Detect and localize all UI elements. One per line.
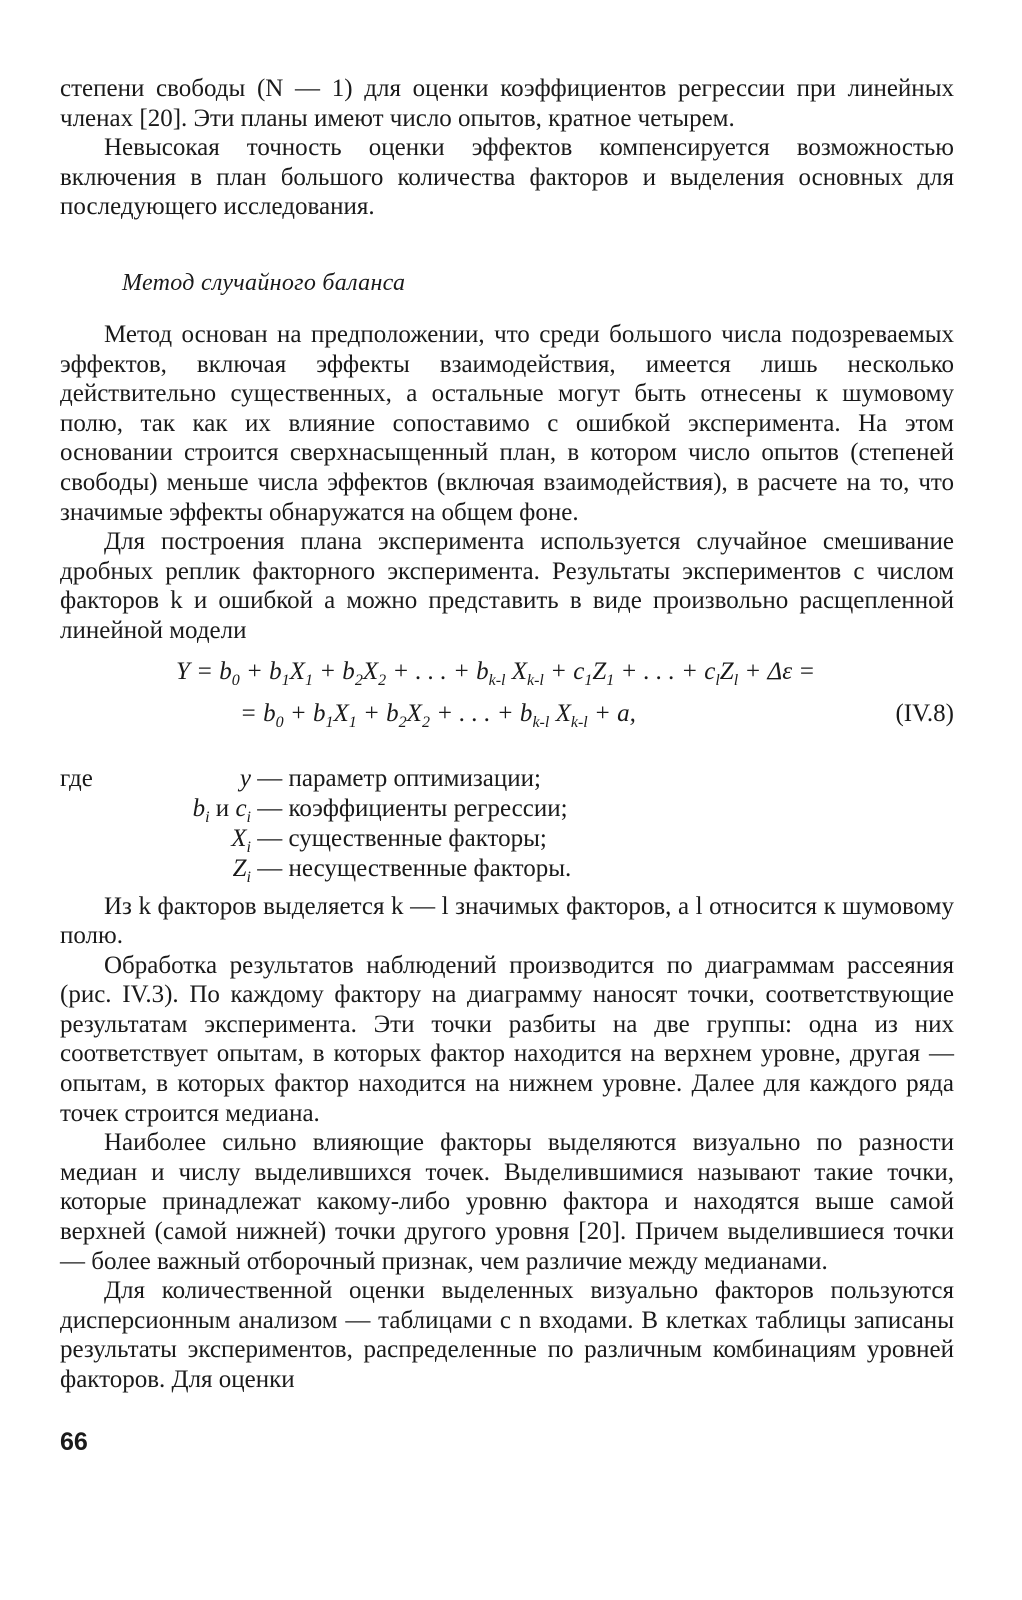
legend-and-word: и: [215, 794, 230, 822]
formula-line-2: = $b_0 + b_1X_1 + b_2X_2$ + . . . + $b_{k-l}$ $X_{k-l} + a$,: [240, 699, 636, 731]
page-number: 66: [60, 1428, 88, 1456]
legend-row-bc: $b_i$ и $c_i$ — коэффициенты регрессии;: [192, 794, 568, 826]
paragraph-accuracy: Невысокая точность оценки эффектов компенсируется возможностью включения в план большого количества факторов и выделения основных для последующего исследования.: [60, 134, 954, 221]
legend-z-definition: — несущественные факторы.: [257, 854, 572, 882]
paragraph-factor-split: Из k факторов выделяется k — l значимых факторов, а l относится к шумовому полю.: [60, 892, 954, 950]
legend-x-definition: — существенные факторы;: [257, 824, 547, 852]
formula-line-1: $Y = b_0 + b_1X_1 + b_2X_2$ + . . . + $b_{k-l}$ $X_{k-l} + c_1Z_1$ + . . . + $c_lZ_l + \Delta\varepsilon$ =: [176, 657, 816, 689]
paragraph-method-basis: Метод основан на предположении, что среди большого числа подозреваемых эффектов, включая эффекты взаимодействия, имеется лишь несколько действительно существенных, а остальные могут быть отнесены к шумовому полю, так как их влияние сопоставимо с ошибкой эксперимента. На этом основании строится сверхнасыщенный план, в котором число опытов (степеней свободы) меньше числа эффектов (включая взаимодействия), в расчете на то, что значимые эффекты обнаружатся на общем фоне.: [60, 320, 954, 526]
section-heading: Метод случайного баланса: [122, 269, 406, 296]
paragraph-continuation: степени свободы (N — 1) для оценки коэффициентов регрессии при линейных членах [20]. Эти планы имеют число опытов, кратное четырем.: [60, 75, 954, 132]
legend-bc-definition: — коэффициенты регрессии;: [257, 794, 568, 822]
variable-legend: [60, 764, 954, 892]
legend-row-z: $Z_i$ — несущественные факторы.: [232, 854, 572, 886]
legend-y-definition: — параметр оптимизации;: [257, 764, 541, 792]
legend-where-word: где: [60, 764, 93, 792]
legend-row-x: $X_i$ — существенные факторы;: [231, 824, 547, 856]
paragraph-variance-analysis: Для количественной оценки выделенных визуально факторов пользуются дисперсионным анализом — таблицами с n входами. В клетках таблицы записаны результаты экспериментов, распределенные по различным комбинациям уровней факторов. Для оценки: [60, 1277, 954, 1393]
paragraph-scatter-diagrams: Обработка результатов наблюдений производится по диаграммам рассеяния (рис. IV.3). По каждому фактору на диаграмму наносят точки, соответствующие результатам эксперимента. Эти точки разбиты на две группы: одна из них соответствует опытам, в которых фактор находится на верхнем уровне, другая — опытам, в которых фактор находится на нижнем уровне. Далее для каждого ряда точек строится медиана.: [60, 951, 954, 1127]
legend-row-y: где y — параметр оптимизации;: [60, 764, 541, 792]
regression-formula: [60, 654, 954, 750]
paragraph-visual-selection: Наиболее сильно влияющие факторы выделяются визуально по разности медиан и числу выделившихся точек. Выделившимися называют такие точки, которые принадлежат какому-либо уровню фактора и находятся выше самой верхней (самой нижней) точки другого уровня [20]. Причем выделившиеся точки — более важный отборочный признак, чем различие между медианами.: [60, 1129, 954, 1275]
paragraph-plan-construction: Для построения плана эксперимента используется случайное смешивание дробных реплик факторного эксперимента. Результаты экспериментов с числом факторов k и ошибкой a можно представить в виде произвольно расщепленной линейной модели: [60, 528, 954, 644]
equation-number: (IV.8): [895, 699, 954, 727]
